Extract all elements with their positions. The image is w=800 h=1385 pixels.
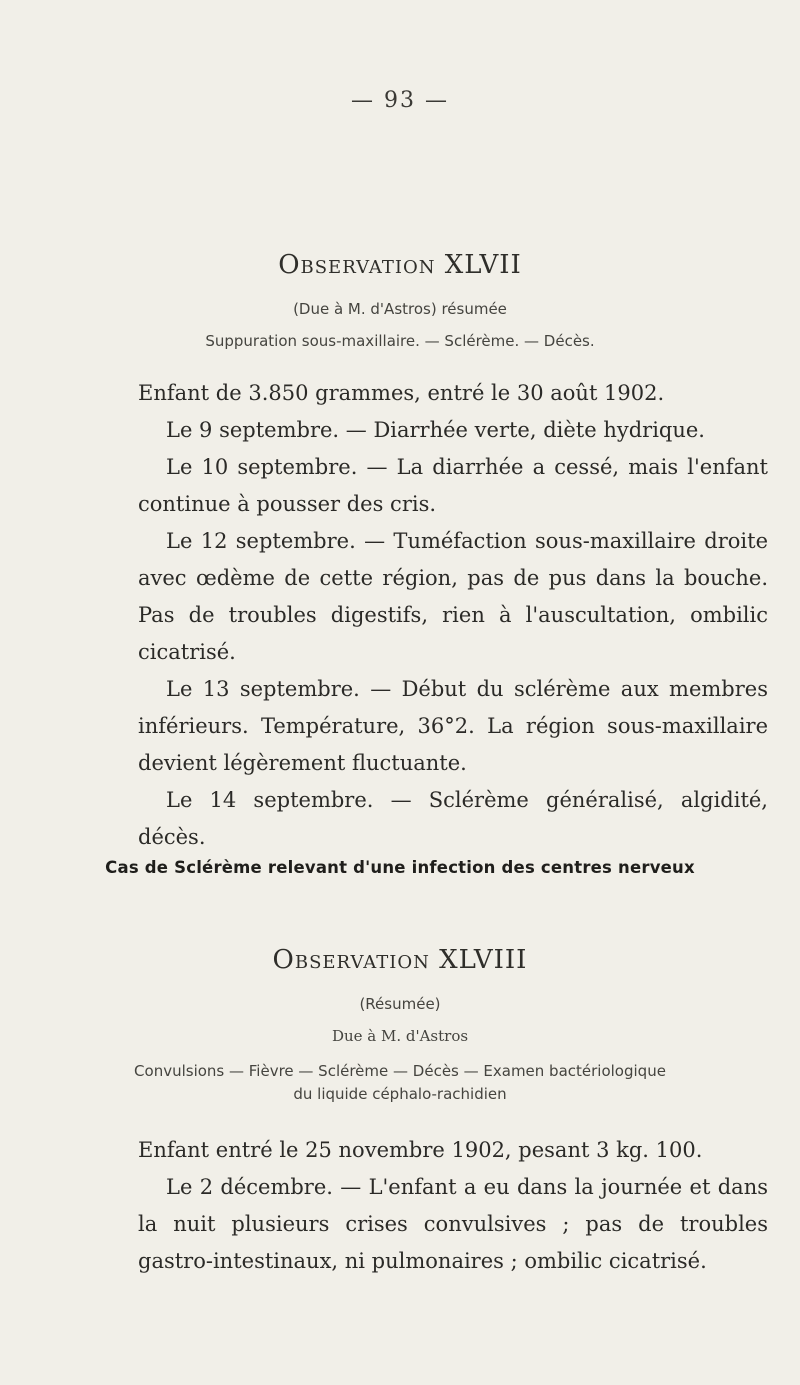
observation-48-credit: Due à M. d'Astros [331,1027,469,1045]
observation-48-title: Observation XLVIII [272,945,528,975]
page-number: — 93 — [351,88,449,113]
observation-48-keywords-line2: du liquide céphalo-rachidien [293,1085,507,1103]
observation-47-paragraph: Le 12 septembre. — Tuméfaction sous-maxillaire droite avec œdème de cette région, pas de pus dans la bouche. Pas de troubles digestifs, rien à l'auscultation, ombilic cicatrisé. [138,529,768,664]
observation-47-paragraph: Le 10 septembre. — La diarrhée a cessé, mais l'enfant continue à pousser des cris. [138,455,768,516]
section-heading: Cas de Sclérème relevant d'une infection des centres nerveux [105,858,695,877]
observation-47-title: Observation XLVII [278,250,522,280]
observation-47-keywords: Suppuration sous-maxillaire. — Sclérème. — Décès. [205,332,595,350]
observation-48-keywords-line1: Convulsions — Fièvre — Sclérème — Décès — Examen bactériologique [134,1062,666,1080]
observation-48-paragraph: Enfant entré le 25 novembre 1902, pesant 3 kg. 100. [138,1138,703,1162]
observation-47-paragraph: Le 13 septembre. — Début du sclérème aux membres inférieurs. Température, 36°2. La région sous-maxillaire devient légèrement fluctuante. [138,677,768,775]
observation-47-credit: (Due à M. d'Astros) résumée [293,300,507,318]
observation-48-body [138,1132,768,1280]
observation-48-summary: (Résumée) [359,995,441,1013]
observation-47-paragraph: Le 9 septembre. — Diarrhée verte, diète hydrique. [166,418,705,442]
observation-48-paragraph: Le 2 décembre. — L'enfant a eu dans la journée et dans la nuit plusieurs crises convulsives ; pas de troubles gastro-intestinaux, ni pulmonaires ; ombilic cicatrisé. [138,1175,768,1273]
observation-47-body [138,375,768,856]
observation-47-paragraph: Enfant de 3.850 grammes, entré le 30 août 1902. [138,381,665,405]
observation-47-paragraph: Le 14 septembre. — Sclérème généralisé, algidité, décès. [138,788,768,849]
